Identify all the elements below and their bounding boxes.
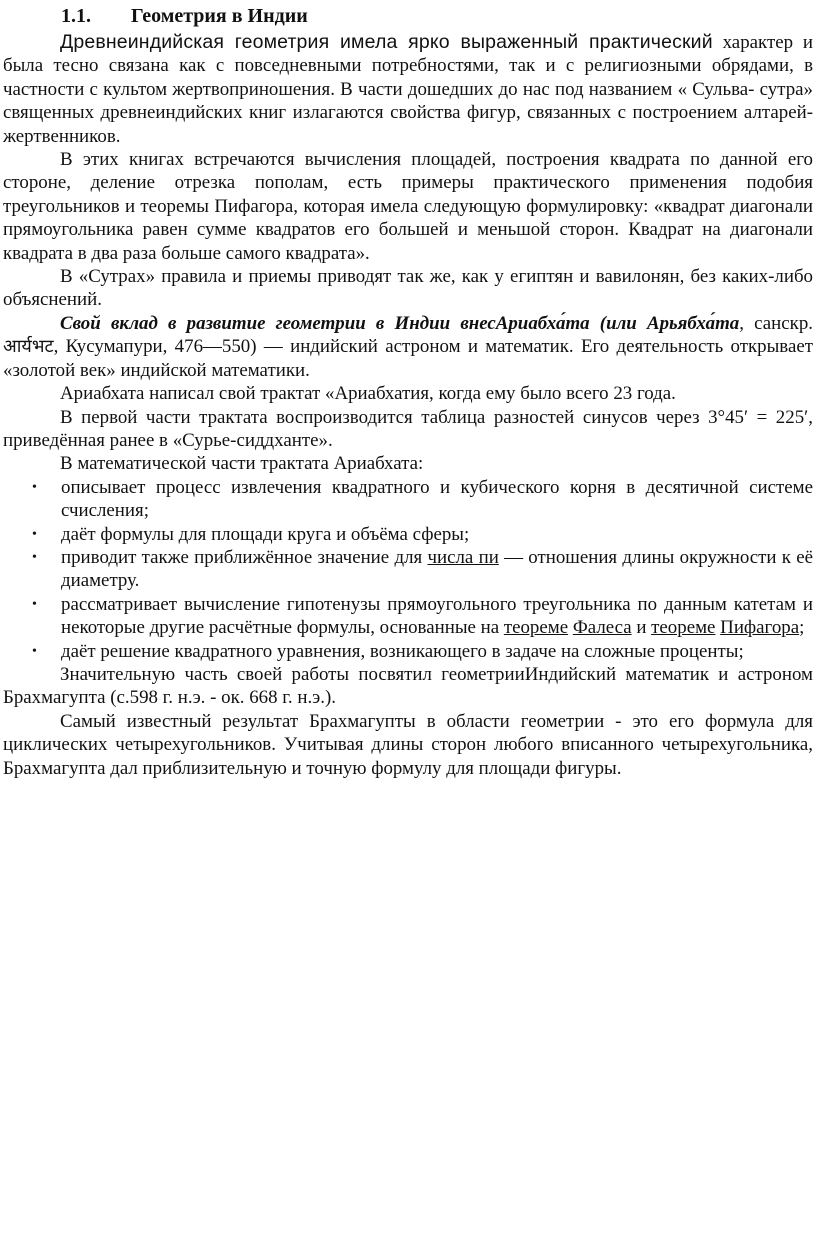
list-item bbox=[3, 523, 813, 546]
paragraph-aryabhata bbox=[3, 312, 813, 382]
aryabhata-comma: , bbox=[739, 312, 744, 334]
bullet-icon: • bbox=[32, 596, 37, 612]
aryabhata-bold-intro: Свой вклад в развитие геометрии в Индии внесАриабха́та (или Арьябха́та bbox=[60, 312, 740, 334]
paragraph-sutras: В «Сутрах» правила и приемы приводят так же, как у египтян и вавилонян, без каких-либо объяснений. bbox=[3, 266, 813, 311]
aryabhata-rest: , Кусумапури, 476—550) — индийский астроном и математик. Его деятельность открывает «золотой век» индийской математики. bbox=[3, 336, 813, 381]
pythagoras-link[interactable]: Пифагора bbox=[720, 617, 800, 639]
aryabhata-sanskr-label: санскр. bbox=[743, 312, 813, 334]
list-item-end: ; bbox=[799, 617, 805, 639]
paragraph-intro-rest: характер и была тесно связана как с повседневными потребностями, так и с религиозными обрядами, в частности с культом жертвоприношения. В части дошедших до нас под названием « Сульва- сутра» священных древнеиндийских книг излагаются свойства фигур, связанных с построением алтарей-жертвенников. bbox=[3, 32, 813, 147]
contributions-list bbox=[3, 476, 813, 663]
list-item bbox=[3, 476, 813, 523]
paragraph-treatise: Ариабхата написал свой трактат «Ариабхатия, когда ему было всего 23 года. bbox=[60, 383, 676, 405]
thales-link[interactable]: Фалеса bbox=[572, 617, 632, 639]
section-title: Геометрия в Индии bbox=[131, 5, 308, 27]
paragraph-books: В этих книгах встречаются вычисления площадей, построения квадрата по данной его стороне, деление отрезка пополам, есть примеры практического применения подобия треугольников и теоремы Пифагора, которая имела следующую формулировку: «квадрат диагонали прямоугольника равен сумме квадратов его большей и меньшой сторон. Квадрат на диагонали квадрата в два раза больше самого квадрата». bbox=[3, 149, 813, 264]
paragraph-intro bbox=[3, 31, 813, 148]
paragraph-cyclic-quadrilaterals: Самый известный результат Брахмагупты в области геометрии - это его формула для циклических четырехугольников. Учитывая длины сторон любого вписанного четырехугольника, Брахмагупта дал приблизительную и точную формулу для площади фигуры. bbox=[3, 710, 813, 779]
theorem-link[interactable]: теореме bbox=[503, 617, 569, 639]
list-item-text: — отношения длины окружности к её диаметру. bbox=[61, 546, 814, 592]
section-heading bbox=[61, 4, 813, 29]
bullet-icon: • bbox=[32, 526, 37, 542]
paragraph-sine-table: В первой части трактата воспроизводится таблица разностей синусов через 3°45′ = 225′, приведённая ранее в «Сурье-сиддханте». bbox=[3, 406, 813, 451]
bullet-icon: • bbox=[32, 643, 37, 659]
theorem-link[interactable]: теореме bbox=[651, 617, 716, 639]
paragraph-intro-first-line: Древнеиндийская геометрия имела ярко выраженный практический bbox=[60, 31, 713, 53]
list-item bbox=[3, 593, 813, 640]
pi-link[interactable]: числа пи bbox=[427, 546, 499, 568]
bullet-icon: • bbox=[32, 479, 37, 495]
paragraph-math-part: В математической части трактата Ариабхата: bbox=[60, 453, 424, 475]
list-item-text: описывает процесс извлечения квадратного и кубического корня в десятичной системе счисления; bbox=[61, 476, 813, 522]
section-number: 1.1. bbox=[61, 5, 91, 27]
paragraph-brahmagupta: Значительную часть своей работы посвятил геометрииИндийский математик и астроном Брахмагупта (с.598 г. н.э. - ок. 668 г. н.э.). bbox=[3, 663, 813, 709]
list-item bbox=[3, 640, 813, 663]
list-item-text: даёт решение квадратного уравнения, возникающего в задаче на сложные проценты; bbox=[61, 640, 744, 662]
list-item-text: рассматривает вычисление гипотенузы прямоугольного треугольника по данным катетам и некоторые другие расчётные формулы, основанные на bbox=[61, 593, 813, 639]
list-item bbox=[3, 546, 813, 593]
list-item-text: приводит также приближённое значение для bbox=[61, 546, 428, 568]
list-item-and: и bbox=[631, 617, 652, 639]
list-item-text: даёт формулы для площади круга и объёма сферы; bbox=[61, 523, 470, 545]
aryabhata-devanagari: आर्यभट bbox=[3, 336, 54, 358]
bullet-icon: • bbox=[32, 549, 37, 565]
